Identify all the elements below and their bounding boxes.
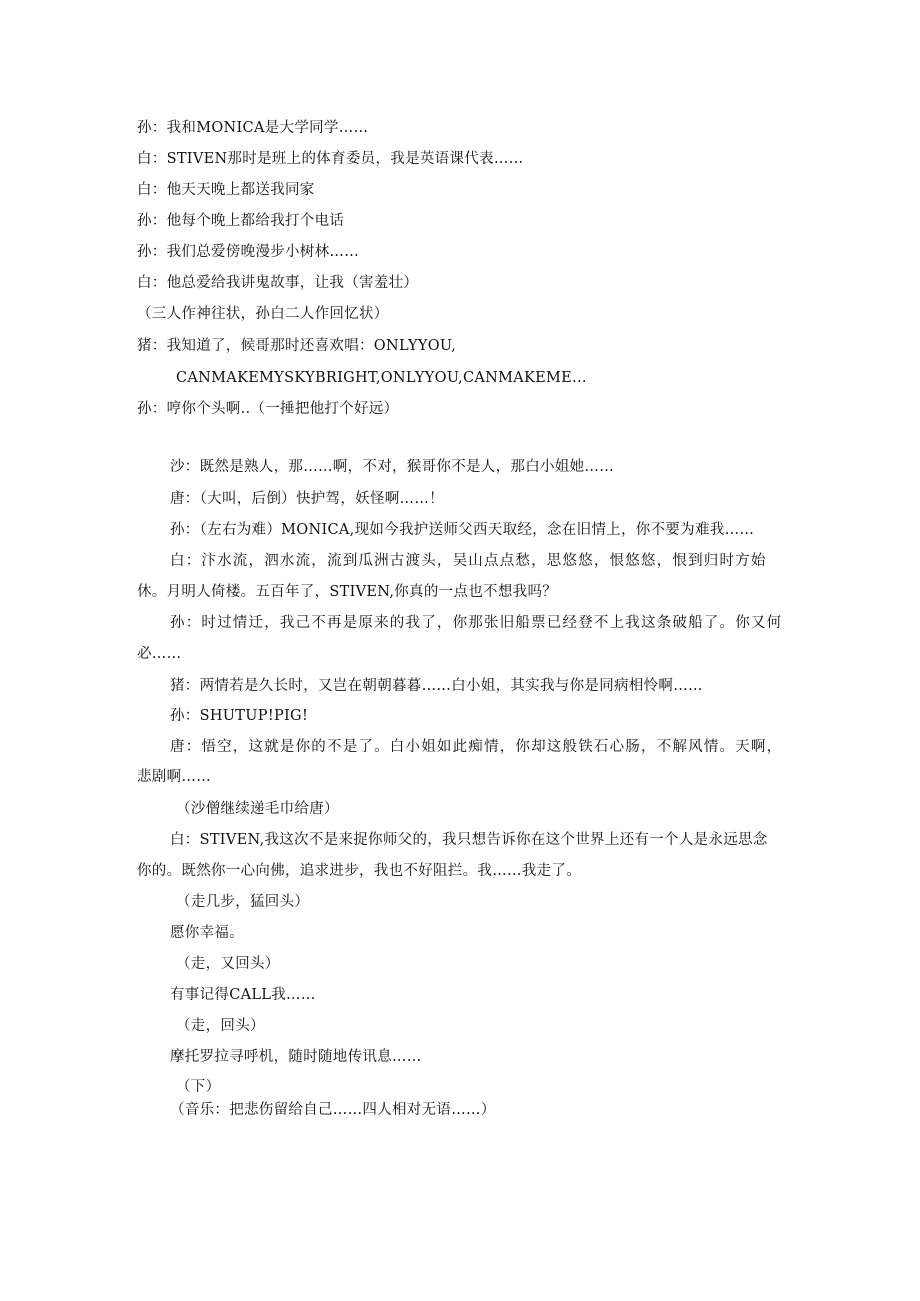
dialogue-line: 白：他总爱给我讲鬼故事，让我（害羞壮） (137, 275, 419, 291)
dialogue-line: 唐：（大叫，后倒）快护驾，妖怪啊……！ (170, 491, 444, 507)
stage-direction: （走，回头） (176, 1018, 265, 1034)
dialogue-line: 孙：哼你个头啊..（一捶把他打个好远） (137, 401, 399, 417)
dialogue-line: 孙：SHUTUP!PIG! (170, 708, 309, 724)
dialogue-line: 沙：既然是熟人，那……啊，不对，猴哥你不是人，那白小姐她…… (170, 459, 614, 475)
stage-direction: （沙僧继续递毛巾给唐） (176, 801, 339, 817)
dialogue-line: 愿你幸福。 (170, 925, 244, 941)
stage-direction: （下） (176, 1079, 221, 1095)
dialogue-line: 摩托罗拉寻呼机，随时随地传讯息…… (170, 1049, 422, 1065)
stage-direction: （音乐：把悲伤留给自己……四人相对无语……） (170, 1102, 496, 1118)
dialogue-line: 孙：我和MONICA是大学同学…… (137, 120, 369, 136)
stage-direction: （走几步，猛回头） (176, 894, 310, 910)
dialogue-line: 白：STIVEN,我这次不是来捉你师父的，我只想告诉你在这个世界上还有一个人是永远思念 (170, 832, 768, 848)
stage-direction: （三人作神往状，孙白二人作回忆状） (137, 306, 389, 322)
stage-direction: （走，又回头） (176, 956, 280, 972)
dialogue-continuation: 悲剧啊…… (137, 769, 211, 785)
dialogue-continuation: 休。月明人倚楼。五百年了，STIVEN,你真的一点也不想我吗？ (137, 584, 558, 600)
dialogue-line: 孙：时过情迁，我己不再是原来的我了，你那张旧船票已经登不上我这条破船了。你又何 (170, 615, 783, 631)
dialogue-continuation: 必…… (137, 646, 182, 662)
dialogue-line: 猪：我知道了，候哥那时还喜欢唱：ONLYYOU, (137, 338, 457, 354)
dialogue-line: 孙：我们总爱傍晚漫步小树林…… (137, 244, 359, 260)
dialogue-line: 白：他天天晚上都送我同家 (137, 182, 315, 198)
dialogue-line: 猪：两情若是久长时，又岂在朝朝暮暮……白小姐，其实我与你是同病相怜啊…… (170, 678, 703, 694)
dialogue-continuation: CANMAKEMYSKYBRIGHT,ONLYYOU,CANMAKEME... (176, 370, 587, 386)
dialogue-line: 有事记得CALL我…… (170, 987, 316, 1003)
dialogue-line: 白：STIVEN那时是班上的体育委员，我是英语课代表…… (137, 151, 524, 167)
dialogue-line: 孙：（左右为难）MONICA,现如今我护送师父西天取经，念在旧情上，你不要为难我…… (170, 522, 755, 538)
dialogue-line: 唐：悟空，这就是你的不是了。白小姐如此痴情，你却这般铁石心肠，不解风情。天啊， (170, 739, 783, 755)
dialogue-continuation: 你的。既然你一心向佛，追求进步，我也不好阻拦。我……我走了。 (137, 863, 581, 879)
dialogue-line: 孙：他每个晚上都给我打个电话 (137, 213, 345, 229)
dialogue-line: 白：汴水流，泗水流，流到瓜洲古渡头，吴山点点愁，思悠悠，恨悠悠，恨到归时方始 (170, 553, 767, 569)
